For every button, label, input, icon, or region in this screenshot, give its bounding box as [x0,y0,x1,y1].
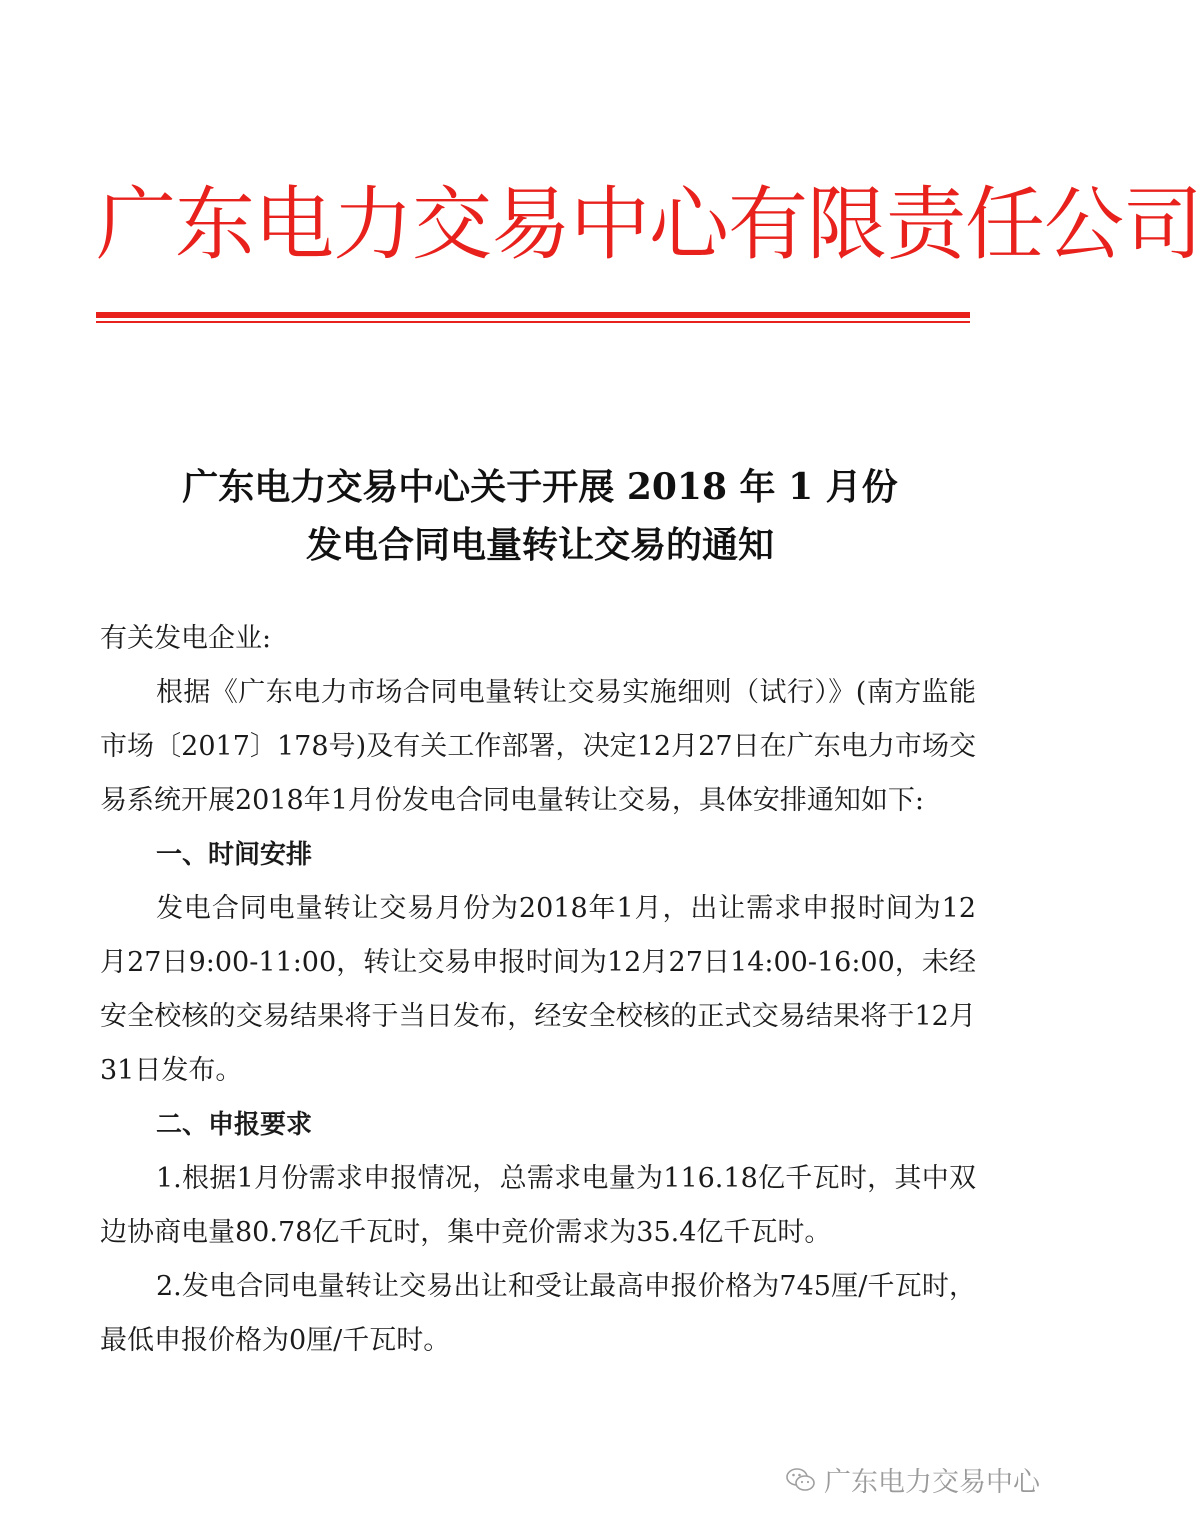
intro-paragraph: 根据《广东电力市场合同电量转让交易实施细则（试行）》(南方监能市场〔2017〕178号)及有关工作部署，决定12月27日在广东电力市场交易系统开展2018年1月份发电合同电量转让交易，具体安排通知如下: [100,677,976,816]
wechat-icon [786,1467,816,1493]
section2-item2: 2.发电合同电量转让交易出让和受让最高申报价格为745厘/千瓦时，最低申报价格为0厘/千瓦时。 [100,1271,976,1356]
notice-title [80,458,1000,574]
notice-body [100,612,976,1368]
letterhead-org-name: 广东电力交易中心有限责任公司 [96,178,1202,271]
letterhead-red-rule [96,312,970,318]
section1-heading: 一、时间安排 [156,840,313,870]
notice-title-line1: 广东电力交易中心关于开展 2018 年 1 月份 [182,466,898,508]
section2-heading: 二、申报要求 [156,1110,313,1140]
letterhead-red-rule-thin [96,321,970,323]
section1-paragraph: 发电合同电量转让交易月份为2018年1月，出让需求申报时间为12月27日9:00-11:00，转让交易申报时间为12月27日14:00-16:00，未经安全校核的交易结果将于当日发布，经安全校核的正式交易结果将于12月31日发布。 [100,893,976,1086]
section2-item1: 1.根据1月份需求申报情况，总需求电量为116.18亿千瓦时，其中双边协商电量80.78亿千瓦时，集中竞价需求为35.4亿千瓦时。 [100,1163,976,1248]
watermark [786,1460,1040,1499]
notice-title-line2: 发电合同电量转让交易的通知 [305,524,774,566]
salutation: 有关发电企业: [100,623,272,654]
watermark-text: 广东电力交易中心 [824,1467,1040,1498]
